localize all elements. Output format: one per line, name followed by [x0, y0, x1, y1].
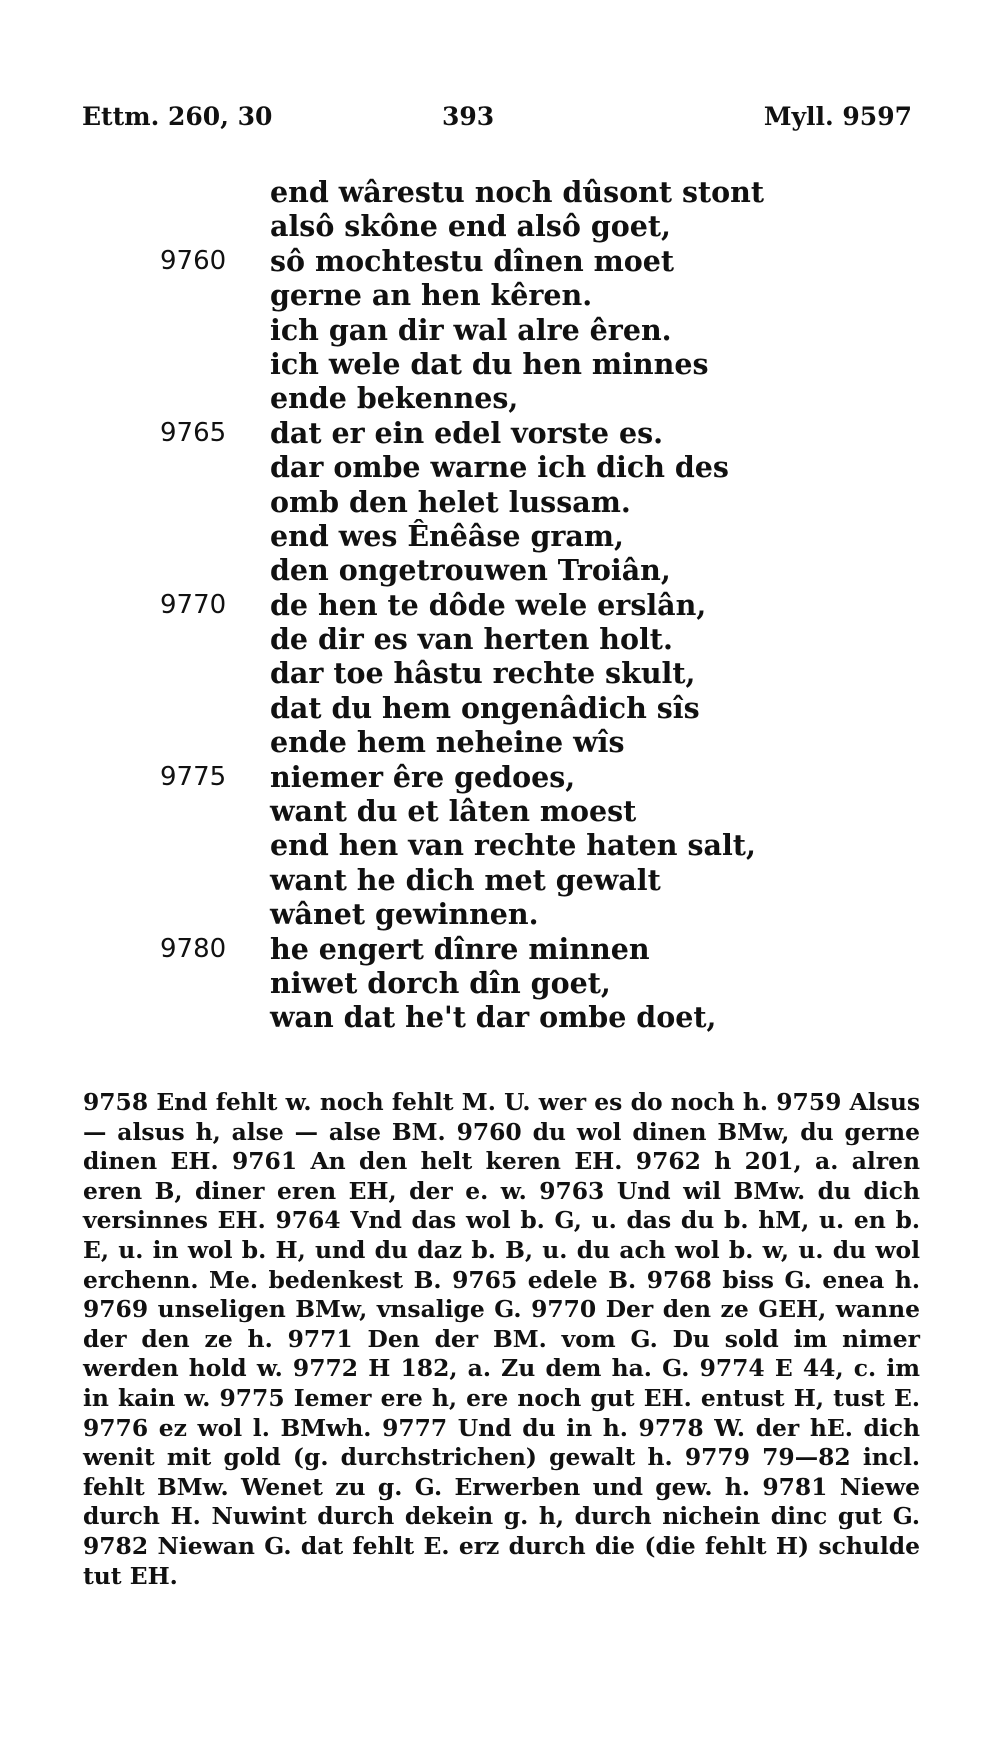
verse-line	[160, 863, 880, 897]
verse-text: alsô skône end alsô goet,	[270, 209, 671, 244]
verse-line	[160, 450, 880, 484]
line-number: 9770	[160, 589, 227, 620]
verse-text: dar ombe warne ich dich des	[270, 450, 729, 485]
verse-line	[160, 656, 880, 690]
verse-text: ich wele dat du hen minnes	[270, 346, 709, 381]
verse-line	[160, 966, 880, 1000]
verse-text: end hen van rechte haten salt,	[270, 828, 756, 863]
verse-text: end wârestu noch dûsont stont	[270, 175, 765, 209]
verse-line	[160, 691, 880, 725]
apparatus-text: 9758 End fehlt w. noch fehlt M. U. wer es do noch h. 9759 Alsus — alsus h, alse — alse BM. 9760 du wol dinen BMw, du gerne dinen EH. 9761 An den helt keren EH. 9762 h 201, a. alren eren B, diner eren EH, der e. w. 9763 Und wil BMw. du dich versinnes EH. 9764 Vnd das wol b. G, u. das du b. hM, u. en b. E, u. in wol b. H, und du daz b. B, u. du ach wol b. w, u. du wol erchenn. Me. bedenkest B. 9765 edele B. 9768 biss G. enea h. 9769 unseligen BMw, vnsalige G. 9770 Der den ze GEH, wanne der den ze h. 9771 Den der BM. vom G. Du sold im nimer werden hold w. 9772 H 182, a. Zu dem ha. G. 9774 E 44, c. im in kain w. 9775 Iemer ere h, ere noch gut EH. entust H, tust E. 9776 ez wol l. BMwh. 9777 Und du in h. 9778 W. der hE. dich wenit mit gold (g. durchstrichen) gewalt h. 9779 79—82 incl. fehlt BMw. Wenet zu g. G. Erwerben und gew. h. 9781 Niewe durch H. Nuwint durch dekein g. h, durch nichein dinc gut G. 9782 Niewan G. dat fehlt E. erz durch die (die fehlt H) schulde tut EH.	[83, 1088, 920, 1590]
verse-text: niemer êre gedoes,	[270, 759, 576, 794]
line-number: 9775	[160, 761, 227, 792]
verse-text: de hen te dôde wele erslân,	[270, 587, 707, 622]
running-header-right: Myll. 9597	[763, 102, 912, 131]
verse-line	[160, 313, 880, 347]
verse-text: ende bekennes,	[270, 381, 519, 416]
verse-line	[160, 760, 880, 794]
verse-line	[160, 828, 880, 862]
verse-text: den ongetrouwen Troiân,	[270, 553, 671, 588]
verse-text: dat du hem ongenâdich sîs	[270, 690, 700, 725]
line-number: 9780	[160, 933, 227, 964]
verse-line	[160, 553, 880, 587]
verse-text: he engert dînre minnen	[270, 931, 650, 966]
verse-line	[160, 932, 880, 966]
verse-text: want he dich met gewalt	[270, 862, 661, 897]
verse-text: want du et lâten moest	[270, 794, 637, 829]
verse-line	[160, 485, 880, 519]
verse-text: sô mochtestu dînen moet	[270, 243, 675, 278]
verse-line	[160, 794, 880, 828]
verse-line	[160, 175, 880, 209]
verse-line	[160, 588, 880, 622]
verse-text: wânet gewinnen.	[270, 897, 539, 932]
verse-line	[160, 209, 880, 243]
verse-text: end wes Ênêâse gram,	[270, 518, 624, 553]
verse-text: niwet dorch dîn goet,	[270, 965, 611, 1000]
verse-line	[160, 381, 880, 415]
page-number: 393	[442, 102, 495, 131]
verse-text: gerne an hen kêren.	[270, 278, 593, 313]
verse-line	[160, 519, 880, 553]
verse-text: omb den helet lussam.	[270, 484, 631, 519]
verse-line	[160, 416, 880, 450]
verse-line	[160, 725, 880, 759]
verse-block	[160, 175, 880, 1035]
verse-text: de dir es van herten holt.	[270, 622, 673, 657]
verse-line	[160, 278, 880, 312]
verse-line	[160, 897, 880, 931]
verse-text: dar toe hâstu rechte skult,	[270, 656, 696, 691]
verse-line	[160, 1000, 880, 1034]
verse-text: ende hem neheine wîs	[270, 725, 625, 760]
line-number: 9760	[160, 245, 227, 276]
verse-text: dat er ein edel vorste es.	[270, 415, 664, 450]
verse-text: ich gan dir wal alre êren.	[270, 312, 672, 347]
critical-apparatus	[83, 1088, 920, 1591]
verse-line	[160, 244, 880, 278]
line-number: 9765	[160, 417, 227, 448]
verse-line	[160, 622, 880, 656]
running-header-left: Ettm. 260, 30	[82, 102, 273, 131]
verse-line	[160, 347, 880, 381]
verse-text: wan dat he't dar ombe doet,	[270, 1000, 717, 1035]
